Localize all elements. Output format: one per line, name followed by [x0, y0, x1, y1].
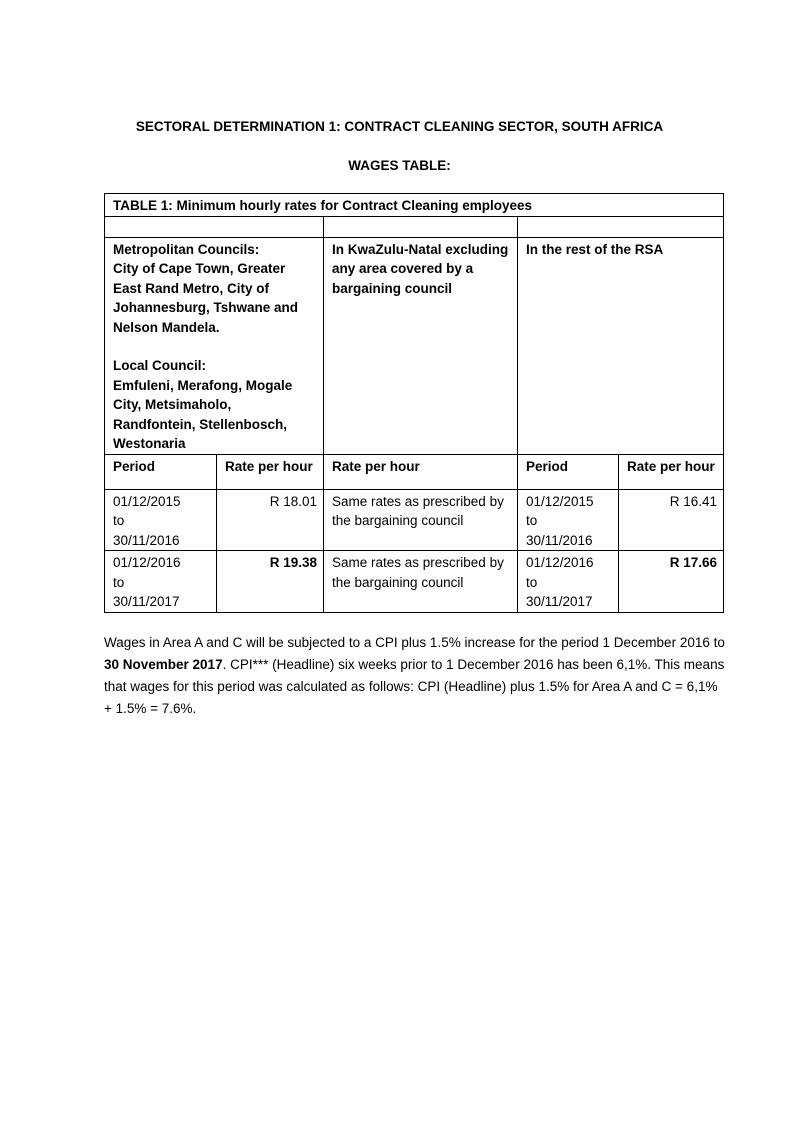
period-to-word: to [526, 574, 538, 590]
table-row [105, 551, 724, 613]
blank-cell [324, 216, 518, 237]
period-cell [105, 489, 217, 551]
kzn-region-cell: In KwaZulu-Natal excluding any area covered by a bargaining council [324, 237, 518, 454]
header-period: Period [105, 454, 217, 489]
kzn-note-cell: Same rates as prescribed by the bargaining council [324, 551, 518, 613]
period-cell [105, 551, 217, 613]
note-text: Wages in Area A and C will be subjected to a CPI plus 1.5% increase for the period 1 December 2016 to [104, 635, 725, 650]
period-from: 01/12/2015 [526, 493, 594, 509]
rest-period-cell [518, 489, 619, 551]
header-rate-kzn: Rate per hour [324, 454, 518, 489]
period-from: 01/12/2016 [526, 555, 594, 570]
metro-heading: Metropolitan Councils: [113, 241, 260, 257]
period-to-word: to [113, 513, 125, 528]
period-to: 30/11/2017 [113, 594, 180, 609]
metro-list: City of Cape Town, Greater East Rand Metro, City of Johannesburg, Tshwane and Nelson Mandela. [113, 261, 299, 335]
metro-region-cell [105, 237, 324, 454]
table-header-row [105, 454, 724, 489]
header-rate: Rate per hour [217, 454, 324, 489]
note-bold-date: 30 November 2017 [104, 657, 223, 672]
period-to: 30/11/2016 [113, 532, 180, 548]
period-to: 30/11/2016 [526, 532, 593, 548]
table-caption: TABLE 1: Minimum hourly rates for Contract Cleaning employees [105, 194, 724, 217]
spacer [113, 337, 317, 356]
document-subtitle: WAGES TABLE: [348, 158, 451, 173]
period-to: 30/11/2017 [526, 594, 593, 609]
period-to-word: to [113, 574, 125, 590]
rate-metro-cell: R 18.01 [217, 489, 324, 551]
table-row [105, 489, 724, 551]
kzn-note-cell: Same rates as prescribed by the bargaining council [324, 489, 518, 551]
blank-cell [105, 216, 324, 237]
rest-period-cell [518, 551, 619, 613]
local-list: Emfuleni, Merafong, Mogale City, Metsimaholo, Randfontein, Stellenbosch, Westonaria [113, 377, 293, 451]
period-from: 01/12/2016 [113, 555, 181, 570]
blank-cell [518, 216, 724, 237]
rest-region-cell: In the rest of the RSA [518, 237, 724, 454]
table-blank-row [105, 216, 724, 237]
rate-metro-cell: R 19.38 [217, 551, 324, 613]
document-title: SECTORAL DETERMINATION 1: CONTRACT CLEANING SECTOR, SOUTH AFRICA [135, 119, 664, 134]
period-to-word: to [526, 513, 538, 528]
rate-rest-cell: R 16.41 [619, 489, 724, 551]
cpi-note-paragraph [104, 632, 729, 720]
period-from: 01/12/2015 [113, 493, 181, 509]
rate-rest-cell: R 17.66 [619, 551, 724, 613]
header-rate-rest: Rate per hour [619, 454, 724, 489]
header-period-rest: Period [518, 454, 619, 489]
wages-table [104, 193, 724, 613]
table-caption-row [105, 194, 724, 217]
note-text: . CPI*** (Headline) six weeks prior to 1 December 2016 has been 6,1%. This means that wages for this period was calculated as follows: CPI (Headline) plus 1.5% for Area A and C = 6,1% + 1.5% = 7.6%. [104, 657, 725, 716]
local-heading: Local Council: [113, 358, 207, 373]
table-regions-row [105, 237, 724, 454]
